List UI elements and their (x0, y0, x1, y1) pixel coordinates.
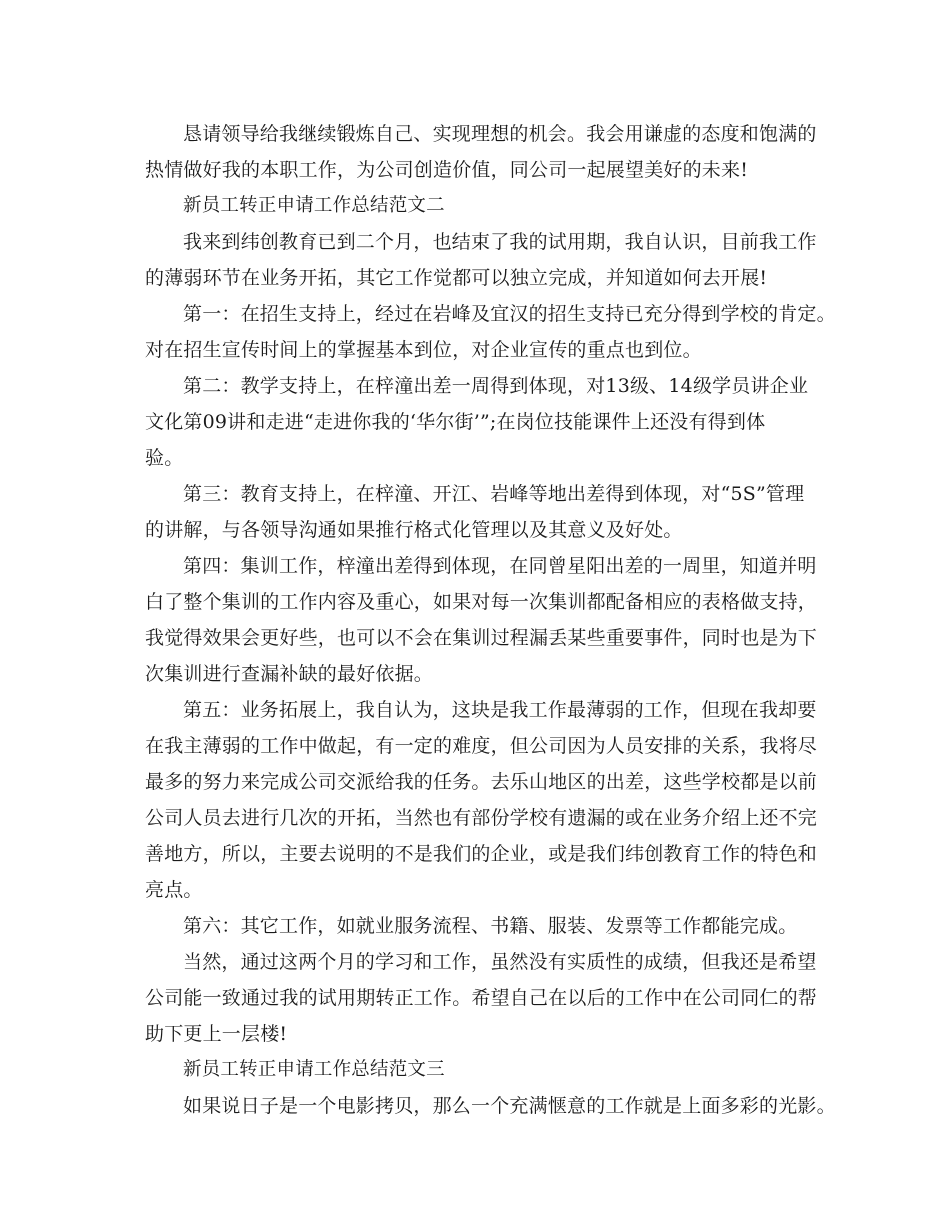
document-body (145, 116, 836, 1124)
section-heading: 新员工转正申请工作总结范文三 (183, 1059, 445, 1080)
paragraph-line: 第三：教育支持上，在梓潼、开江、岩峰等地出差得到体现，对“5S”管理 (183, 483, 805, 505)
paragraph-line: 助下更上一层楼! (145, 1023, 288, 1045)
paragraph-line: 热情做好我的本职工作，为公司创造价值，同公司一起展望美好的未来! (145, 159, 749, 181)
paragraph-line: 恳请领导给我继续锻炼自己、实现理想的机会。我会用谦虚的态度和饱满的 (183, 123, 817, 145)
paragraph-line: 对在招生宣传时间上的掌握基本到位，对企业宣传的重点也到位。 (145, 339, 702, 361)
paragraph-line: 第一：在招生支持上，经过在岩峰及宜汉的招生支持已充分得到学校的肯定。 (183, 303, 836, 325)
paragraph-line: 善地方，所以，主要去说明的不是我们的企业，或是我们纬创教育工作的特色和 (145, 843, 818, 865)
paragraph-line: 次集训进行查漏补缺的最好依据。 (145, 663, 434, 685)
paragraph-line: 我觉得效果会更好些，也可以不会在集训过程漏丢某些重要事件，同时也是为下 (145, 627, 818, 649)
paragraph-line: 文化第09讲和走进“走进你我的‘华尔街’”;在岗位技能课件上还没有得到体 (145, 411, 766, 433)
paragraph-line: 公司能一致通过我的试用期转正工作。希望自己在以后的工作中在公司同仁的帮 (145, 987, 818, 1009)
paragraph-line: 第六：其它工作，如就业服务流程、书籍、服装、发票等工作都能完成。 (183, 915, 798, 937)
paragraph-line: 第二：教学支持上，在梓潼出差一周得到体现，对13级、14级学员讲企业 (183, 375, 809, 397)
paragraph-line: 公司人员去进行几次的开拓，当然也有部份学校有遗漏的或在业务介绍上还不完 (145, 807, 818, 829)
paragraph-line: 第四：集训工作，梓潼出差得到体现，在同曾星阳出差的一周里，知道并明 (183, 555, 817, 577)
paragraph-line: 的薄弱环节在业务开拓，其它工作觉都可以独立完成，并知道如何去开展! (145, 267, 768, 289)
paragraph-line: 的讲解，与各领导沟通如果推行格式化管理以及其意义及好处。 (145, 519, 683, 541)
paragraph-line: 亮点。 (145, 879, 203, 901)
paragraph-line: 当然，通过这两个月的学习和工作，虽然没有实质性的成绩，但我还是希望 (183, 951, 817, 973)
paragraph-line: 第五：业务拓展上，我自认为，这块是我工作最薄弱的工作，但现在我却要 (183, 699, 817, 721)
paragraph-line: 白了整个集训的工作内容及重心，如果对每一次集训都配备相应的表格做支持， (145, 591, 818, 613)
paragraph-line: 如果说日子是一个电影拷贝，那么一个充满惬意的工作就是上面多彩的光影。 (183, 1095, 836, 1117)
paragraph-line: 在我主薄弱的工作中做起，有一定的难度，但公司因为人员安排的关系，我将尽 (145, 735, 818, 757)
paragraph-line: 我来到纬创教育已到二个月，也结束了我的试用期，我自认识，目前我工作 (183, 231, 817, 253)
section-heading: 新员工转正申请工作总结范文二 (183, 195, 445, 216)
paragraph-line: 最多的努力来完成公司交派给我的任务。去乐山地区的出差，这些学校都是以前 (145, 771, 818, 793)
paragraph-line: 验。 (145, 447, 184, 469)
